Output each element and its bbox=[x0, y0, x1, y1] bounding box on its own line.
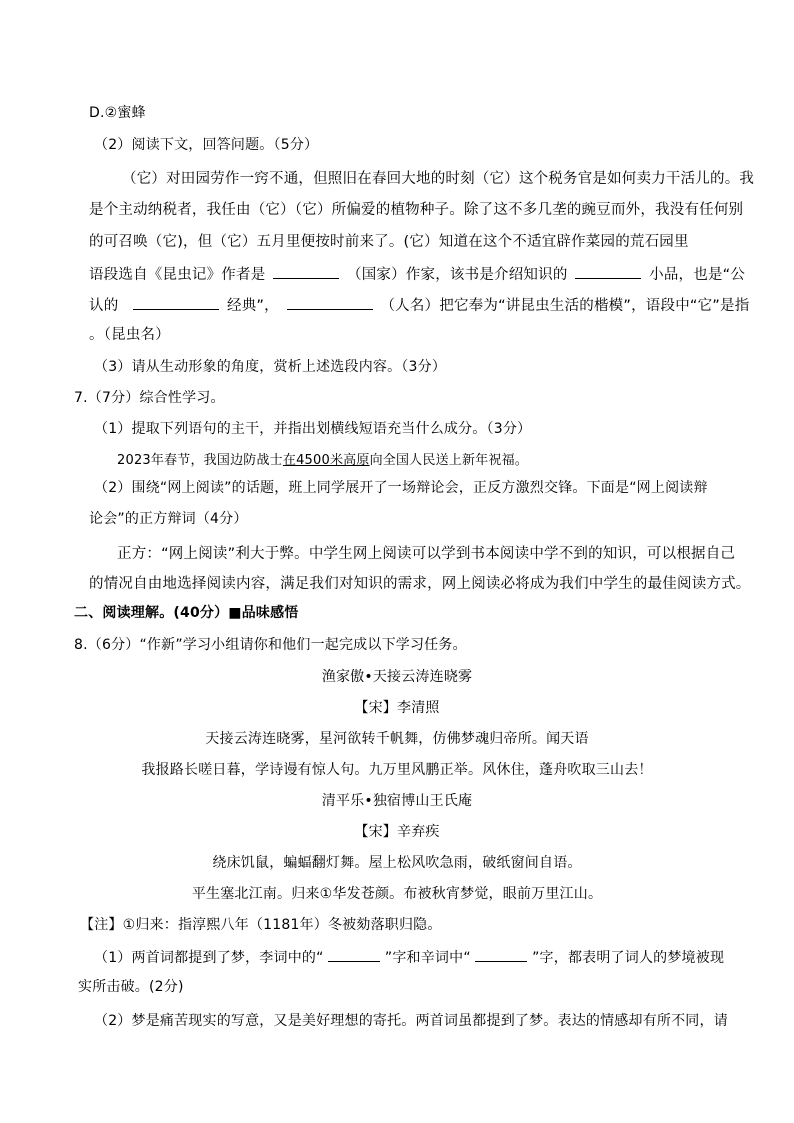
poem-1-author: 【宋】李清照 bbox=[354, 700, 440, 716]
question-7-heading: 7.（7分）综合性学习。 bbox=[74, 390, 225, 406]
section-two-heading: 二、阅读理解。(40分）■品味感悟 bbox=[74, 605, 299, 621]
question-8-2-line-1: （2）梦是痛苦现实的写意，又是美好理想的寄托。两首词虽都提到了梦。表达的情感却有所不同，请 bbox=[94, 1013, 728, 1029]
fill-text: （人名）把它奉为“讲昆虫生活的楷模”，语段中“它”是指 bbox=[380, 298, 750, 314]
poem-1-line-1: 天接云涛连晓雾，星河欲转千帆舞，仿佛梦魂归帝所。闻天语 bbox=[205, 731, 589, 747]
poem-2-line-1: 绕床饥鼠，蝙蝠翻灯舞。屋上松风吹急雨，破纸窗间自语。 bbox=[212, 855, 582, 871]
poem-1-line-2: 我报路长嗟日暮，学诗谩有惊人句。九万里风鹏正举。风休住，蓬舟吹取三山去！ bbox=[141, 762, 653, 778]
sentence-part: 2023年春节，我国边防战士 bbox=[117, 453, 283, 468]
answer-blank-person[interactable] bbox=[287, 294, 373, 310]
sentence-part: 向全国人民送上新年祝福。 bbox=[369, 453, 528, 468]
question-2-heading: （2）阅读下文，回答问题。（5分） bbox=[94, 137, 319, 153]
question-8-1-line-2: 实所击破。(2分) bbox=[78, 979, 184, 995]
passage-line-2: 是个主动纳税者，我任由（它）（它）所偏爱的植物种子。除了这不多几垄的豌豆而外，我没有任何别 bbox=[89, 202, 744, 218]
underlined-phrase: 在4500米高原 bbox=[282, 453, 370, 468]
question-3-heading: （3）请从生动形象的角度，赏析上述选段内容。（3分） bbox=[94, 359, 447, 375]
question-7-1: （1）提取下列语句的主干，并指出划横线短语充当什么成分。（3分） bbox=[94, 421, 532, 437]
poem-1-title: 渔家傲•天接云涛连晓雾 bbox=[321, 669, 473, 685]
question-8-1-line-1 bbox=[94, 946, 724, 968]
question-7-2-line-1: （2）围绕“网上阅读”的话题，班上同学展开了一场辩论会，正反方激烈交锋。下面是“网上阅读辩 bbox=[94, 480, 708, 496]
fill-line-1 bbox=[89, 263, 745, 285]
debate-line-1: 正方：“网上阅读”利大于弊。中学生网上阅读可以学到书本阅读中学不到的知识，可以根据自己 bbox=[117, 546, 736, 562]
fill-line-2 bbox=[89, 294, 749, 316]
q-text: ”字，都表明了词人的梦境被现 bbox=[532, 950, 725, 966]
question-7-2-line-2: 论会”的正方辩词（4分） bbox=[89, 511, 248, 527]
answer-blank-country[interactable] bbox=[273, 263, 339, 279]
poem-2-line-2: 平生塞北江南。归来①华发苍颜。布被秋宵梦觉，眼前万里江山。 bbox=[191, 886, 603, 902]
debate-line-2: 的情况自由地选择阅读内容，满足我们对知识的需求，网上阅读必将成为我们中学生的最佳阅读方式。 bbox=[89, 576, 751, 592]
passage-line-1: （它）对田园劳作一窍不通，但照旧在春回大地的时刻（它）这个税务官是如何卖力干活儿的。我 bbox=[122, 171, 755, 187]
annotation-note: 【注】①归来：指淳熙八年（1181年）冬被劾落职归隐。 bbox=[80, 917, 442, 933]
answer-blank-knowledge[interactable] bbox=[575, 263, 641, 279]
question-8-heading: 8.（6分）“作新”学习小组请你和他们一起完成以下学习任务。 bbox=[74, 637, 467, 653]
fill-text: 小品，也是“公 bbox=[649, 267, 746, 283]
q-text: ”字和辛词中“ bbox=[384, 950, 471, 966]
fill-text: （国家）作家，该书是介绍知识的 bbox=[347, 267, 568, 283]
q-text: （1）两首词都提到了梦，李词中的“ bbox=[94, 950, 324, 966]
option-d: D.②蜜蜂 bbox=[89, 105, 146, 121]
fill-line-3: 。（昆虫名） bbox=[89, 327, 170, 343]
fill-text: 认的 bbox=[89, 298, 119, 314]
answer-blank-li-word[interactable] bbox=[328, 946, 380, 962]
answer-blank-xin-word[interactable] bbox=[475, 946, 527, 962]
answer-blank-classic[interactable] bbox=[133, 294, 219, 310]
poem-2-title: 清平乐•独宿博山王氏庵 bbox=[321, 793, 473, 809]
poem-2-author: 【宋】辛弃疾 bbox=[354, 824, 440, 840]
fill-text: 经典”， bbox=[227, 298, 279, 314]
passage-line-3: 的可召唤（它)，但（它）五月里便按时前来了。(它）知道在这个不适宜辟作菜园的荒石园里 bbox=[89, 234, 689, 250]
example-sentence bbox=[117, 451, 528, 471]
fill-text: 语段选自《昆虫记》作者是 bbox=[89, 267, 266, 283]
